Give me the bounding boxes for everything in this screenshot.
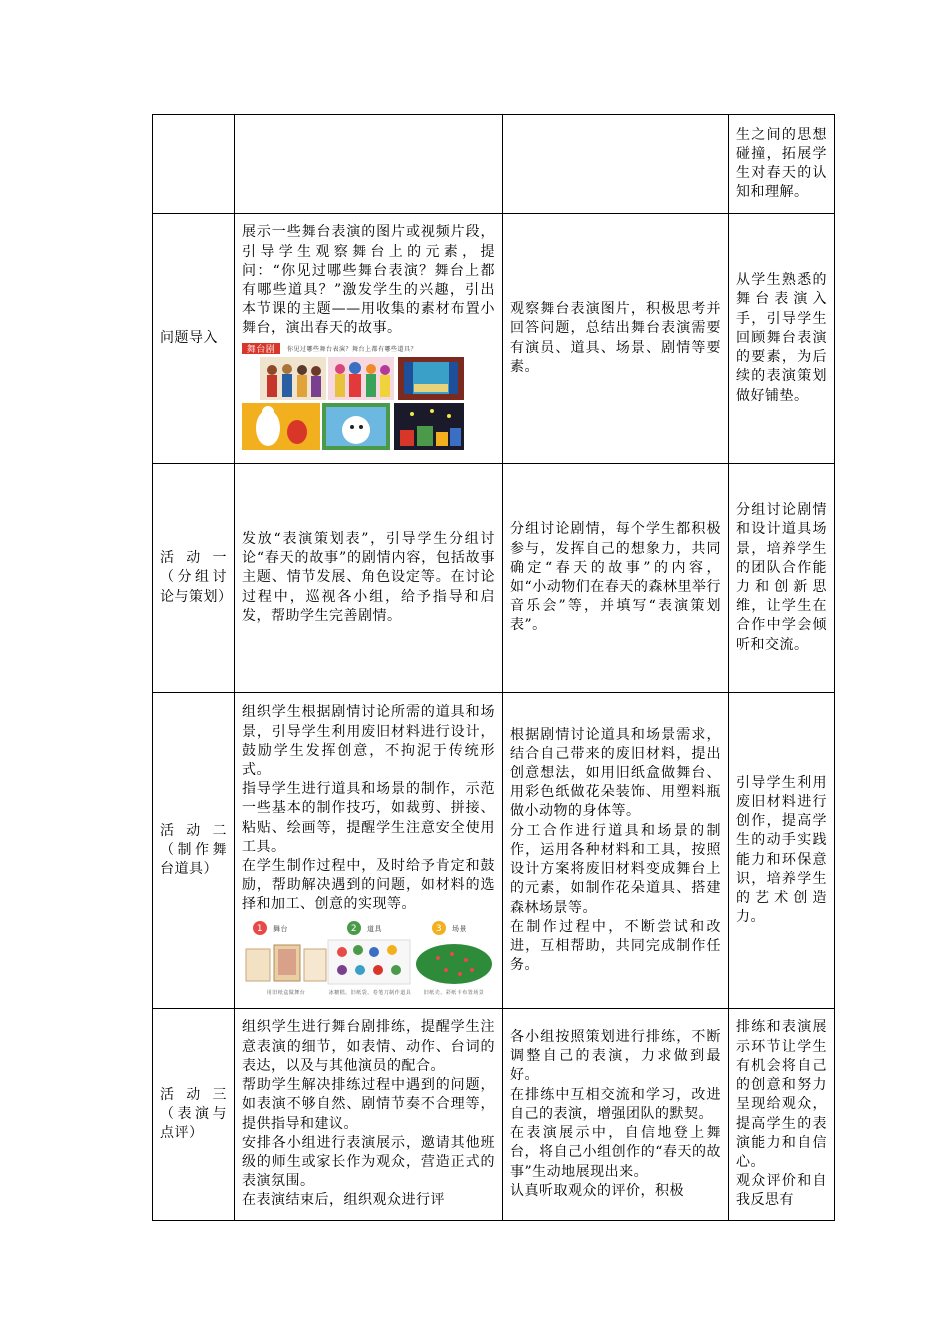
table-row xyxy=(153,693,835,1009)
step-1-caption: 用旧纸盒做舞台 xyxy=(266,989,306,996)
student-text: 在表演展示中，自信地登上舞台，将自己小组创作的“春天的故事”生动地展现出来。 xyxy=(510,1125,721,1180)
design-intent-cell xyxy=(729,214,835,464)
phase-label: 活动三（表演与点评） xyxy=(160,1086,227,1142)
prop-making-steps-image xyxy=(242,918,495,998)
animal-costume-photo-1 xyxy=(242,403,320,450)
intent-text: 排练和表演展示环节让学生有机会将自己的创意和努力呈现给观众，提高学生的表演能力和自信心。 xyxy=(736,1019,827,1170)
teacher-text: 组织学生进行舞台剧排练，提醒学生注意表演的细节，如表情、动作、台词的表达，以及与其他演员的配合。 xyxy=(242,1019,495,1074)
phase-label: 活动一（分组讨论与策划） xyxy=(160,550,233,605)
lesson-plan-table xyxy=(152,114,835,1221)
design-intent-cell xyxy=(729,115,835,214)
phase-cell xyxy=(153,693,235,1009)
phase-cell xyxy=(153,464,235,693)
teacher-activity-cell xyxy=(235,214,503,464)
design-intent-cell xyxy=(729,1009,835,1221)
design-intent-cell xyxy=(729,464,835,693)
student-text: 分工合作进行道具和场景的制作，运用各种材料和工具，按照设计方案将废旧材料变成舞台上的元素，如制作花朵道具、搭建森林场景等。 xyxy=(510,822,721,916)
teacher-text: 展示一些舞台表演的图片或视频片段，引导学生观察舞台上的元素，提问：“你见过哪些舞台表演？舞台上都有哪些道具？”激发学生的兴趣，引出本节课的主题——用收集的素材布置小舞台，演出春天的故事。 xyxy=(242,224,495,337)
banner-question: 你见过哪些舞台表演？舞台上都有哪些道具？ xyxy=(287,345,418,353)
student-activity-cell xyxy=(503,1009,729,1221)
intent-text: 从学生熟悉的舞台表演入手，引导学生回顾舞台表演的要素，为后续的表演策划做好铺垫。 xyxy=(736,272,827,404)
student-activity-cell xyxy=(503,464,729,693)
step-3-caption: 旧纸壳、彩纸卡布置场景 xyxy=(423,989,485,996)
student-text: 根据剧情讨论道具和场景需求，结合自己带来的废旧材料，提出创意想法，如用旧纸盒做舞台、用彩色纸做花朵装饰、用塑料瓶做小动物的身体等。 xyxy=(510,726,721,820)
table-row xyxy=(153,1009,835,1221)
student-activity-cell xyxy=(503,214,729,464)
teacher-text: 在表演结束后，组织观众进行评 xyxy=(242,1192,445,1209)
svg-text:1: 1 xyxy=(256,923,264,934)
teacher-text: 组织学生根据剧情讨论所需的道具和场景，引导学生利用废旧材料进行设计，鼓励学生发挥创意，不拘泥于传统形式。 xyxy=(242,704,495,778)
student-text: 在制作过程中，不断尝试和改进，互相帮助，共同完成制作任务。 xyxy=(510,918,721,974)
teacher-text: 安排各小组进行表演展示，邀请其他班级的师生或家长作为观众，营造正式的表演氛围。 xyxy=(242,1134,495,1190)
design-intent-cell xyxy=(729,693,835,1009)
teacher-text: 在学生制作过程中，及时给予肯定和鼓励，帮助解决遇到的问题，如材料的选择和加工、创意的实现等。 xyxy=(242,858,495,913)
svg-text:3: 3 xyxy=(435,923,443,934)
phase-label: 活动二（制作舞台道具） xyxy=(160,822,227,878)
step-1-label: 舞台 xyxy=(273,924,288,933)
student-activity-cell xyxy=(503,693,729,1009)
teacher-text: 帮助学生解决排练过程中遇到的问题，如表演不够自然、剧情节奏不合理等，提供指导和建议。 xyxy=(242,1077,495,1132)
teacher-activity-cell xyxy=(235,1009,503,1221)
student-text: 分组讨论剧情，每个学生都积极参与，发挥自己的想象力，共同确定“春天的故事”的内容，如“小动物们在春天的森林里举行音乐会”等，并填写“表演策划表”。 xyxy=(510,521,721,634)
banner-label: 舞台剧 xyxy=(246,344,276,355)
phase-cell xyxy=(153,115,235,214)
stage-performance-image xyxy=(242,342,495,454)
svg-text:2: 2 xyxy=(350,923,358,934)
phase-cell xyxy=(153,214,235,464)
intent-text: 分组讨论剧情和设计道具场景，培养学生的团队合作能力和创新思维，让学生在合作中学会倾听和交流。 xyxy=(736,502,827,653)
table-row xyxy=(153,115,835,214)
table-row xyxy=(153,214,835,464)
teacher-text: 指导学生进行道具和场景的制作，示范一些基本的制作技巧，如裁剪、拼接、粘贴、绘画等，提醒学生注意安全使用工具。 xyxy=(242,781,495,855)
table-row xyxy=(153,464,835,693)
teacher-activity-cell xyxy=(235,464,503,693)
step-2-caption: 冰糖糕、旧纸袋、卷笔刀制作道具 xyxy=(328,989,412,996)
step-2-label: 道具 xyxy=(367,924,382,933)
student-text: 观察舞台表演图片，积极思考并回答问题，总结出舞台表演需要有演员、道具、场景、剧情等要素。 xyxy=(510,301,721,375)
student-text: 各小组按照策划进行排练，不断调整自己的表演，力求做到最好。 xyxy=(510,1029,721,1084)
intent-text: 引导学生利用废旧材料进行创作，提高学生的动手实践能力和环保意识，培养学生的艺术创造力。 xyxy=(736,774,827,926)
teacher-activity-cell xyxy=(235,115,503,214)
step-3-label: 场景 xyxy=(452,924,467,933)
student-text: 认真听取观众的评价，积极 xyxy=(510,1182,684,1199)
student-activity-cell xyxy=(503,115,729,214)
teacher-text: 发放“表演策划表”，引导学生分组讨论“春天的故事”的剧情内容，包括故事主题、情节发展、角色设定等。在讨论过程中，巡视各小组，给予指导和启发，帮助学生完善剧情。 xyxy=(242,530,495,624)
student-text: 在排练中互相交流和学习，改进自己的表演，增强团队的默契。 xyxy=(510,1086,721,1122)
teacher-activity-cell xyxy=(235,693,503,1009)
phase-cell xyxy=(153,1009,235,1221)
phase-label: 问题导入 xyxy=(160,329,218,346)
intent-text: 观众评价和自我反思有 xyxy=(736,1173,827,1209)
intent-text: 生之间的思想碰撞，拓展学生对春天的认知和理解。 xyxy=(736,126,827,201)
